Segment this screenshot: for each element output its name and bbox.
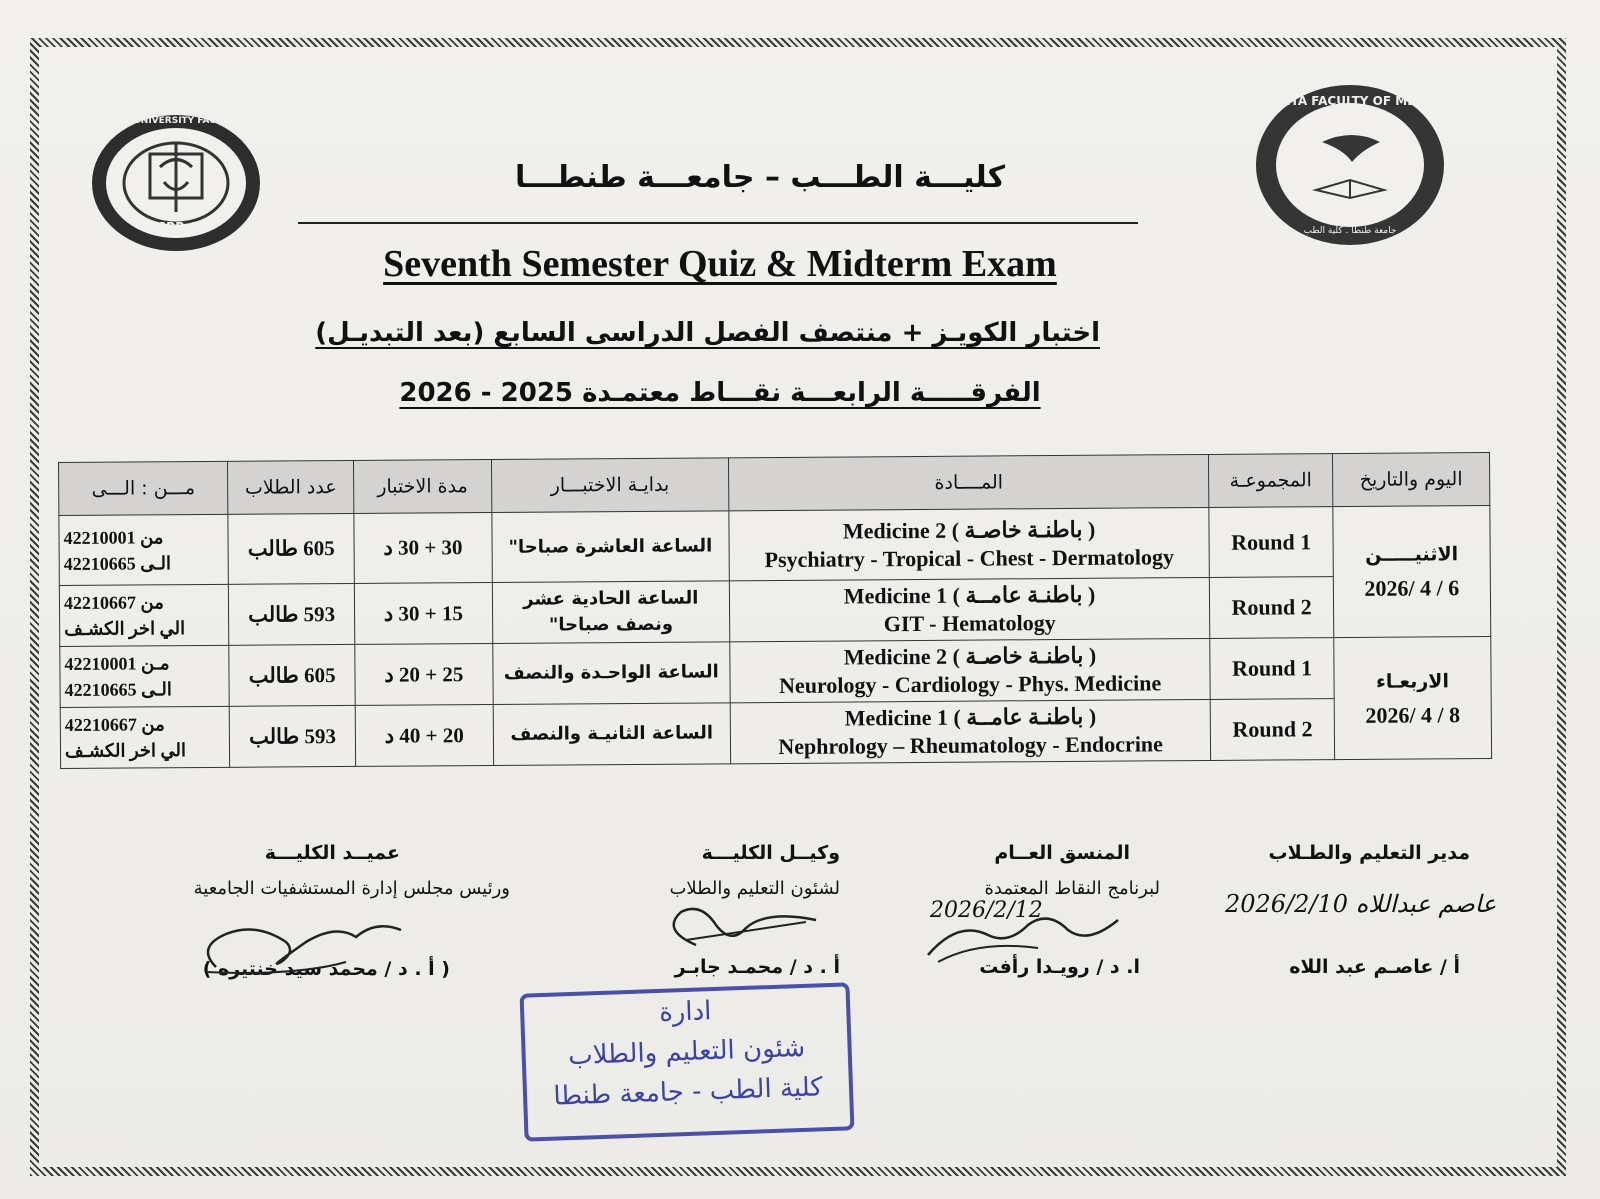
header-group: المجموعـة	[1209, 454, 1333, 508]
signatory-3-title: وكيــل الكليـــة	[701, 842, 840, 864]
group-cell: Round 1	[1210, 638, 1334, 700]
start-time-cell	[493, 642, 731, 705]
header-duration: مدة الاختبار	[353, 459, 491, 513]
subject-topics: Nephrology – Rheumatology - Endocrine	[778, 731, 1163, 759]
left-university-seal	[88, 112, 310, 254]
exam-schedule-table	[58, 452, 1492, 769]
start-time-cell	[493, 703, 731, 766]
administration-stamp	[520, 982, 855, 1141]
subject-topics: Neurology - Cardiology - Phys. Medicine	[779, 670, 1162, 698]
signatory-1-handwritten: عاصم عبداللاه 2026/2/10	[1225, 890, 1497, 918]
signatory-3-subtitle: لشئون التعليم والطلاب	[669, 878, 840, 899]
group-cell: Round 2	[1210, 577, 1334, 639]
day-date-cell	[1334, 637, 1492, 760]
id-range-cell	[59, 514, 229, 585]
subject-module: Medicine 1 ( باطنـة عامــة )	[844, 703, 1097, 731]
left-seal-bottom-text: MSBP-CP	[145, 220, 207, 234]
student-count-cell: 593 طالب	[229, 705, 355, 767]
signatory-2-handwritten: 2026/2/12	[930, 898, 1043, 923]
faculty-title: كليـــة الطـــب – جامعـــة طنطـــا	[514, 160, 1006, 195]
signatory-1-title: مدير التعليم والطـلاب	[1268, 842, 1470, 864]
id-range-cell	[60, 706, 230, 768]
stamp-line-2: شئون التعليم والطلاب	[567, 1032, 806, 1072]
signatory-3-name: أ . د / محمـد جابـر	[674, 956, 840, 978]
exam-subtitle: اختبار الكويـز + منتصف الفصل الدراسى السابع (بعد التبديـل)	[315, 318, 1100, 348]
header-student-count: عدد الطلاب	[228, 460, 354, 514]
right-seal-bottom-text: جامعة طنطا . كلية الطب	[1303, 226, 1397, 236]
subject-topics: Psychiatry - Tropical - Chest - Dermatology	[764, 543, 1175, 572]
day-name: الاربعـاء	[1376, 669, 1449, 693]
subject-cell	[729, 577, 1210, 641]
table-row	[59, 576, 1490, 647]
header-subject: المــــادة	[728, 454, 1209, 510]
student-count-cell: 605 طالب	[229, 644, 355, 706]
id-range-to: الـى 42210665	[63, 552, 172, 574]
exam-date: 2026/ 4 / 6	[1364, 575, 1460, 601]
start-time-cell	[492, 581, 730, 644]
signatory-4-subtitle: ورئيس مجلس إدارة المستشفيات الجامعية	[193, 878, 510, 899]
header-id-range: مـــن : الـــى	[59, 461, 229, 515]
id-range-to: الي اخر الكشـف	[64, 618, 186, 639]
table-row	[60, 698, 1491, 769]
header-start-time: بدايـة الاختبـــار	[491, 458, 729, 513]
start-time-line1: الساعة الحادية عشر	[523, 587, 699, 610]
signatory-4-name: ( أ . د / محمد سيد خنتيره )	[202, 958, 450, 980]
id-range-to: الي اخر الكشـف	[64, 740, 187, 761]
stamp-line-1: ادارة	[658, 996, 712, 1028]
day-date-cell	[1333, 506, 1491, 638]
academic-year-line: الفرقـــــة الرابعـــة نقـــاط معتمـدة 2025 - 2026	[399, 378, 1041, 408]
id-range-cell	[59, 584, 229, 646]
table-row	[60, 637, 1491, 708]
exam-date: 2026/ 4 / 8	[1365, 701, 1461, 728]
id-range-to: الـى 42210665	[64, 679, 172, 700]
start-time-line1: الساعة العاشرة صباحا"	[508, 534, 713, 558]
subject-cell	[729, 507, 1210, 580]
signature-4-scribble	[196, 912, 426, 982]
right-faculty-seal	[1252, 80, 1462, 250]
student-count-cell: 605 طالب	[228, 513, 354, 584]
right-seal-ring-text: TANTA FACULTY OF MEDICINE	[1264, 94, 1462, 108]
header-day-date: اليوم والتاريخ	[1332, 453, 1489, 507]
signature-2-scribble	[918, 900, 1138, 970]
duration-cell: 30 + 30 د	[354, 512, 492, 583]
start-time-line2: ونصف صباحا"	[548, 613, 674, 636]
table-row	[59, 506, 1490, 586]
day-name: الاثنيـــــن	[1365, 543, 1459, 566]
start-time-line1: الساعة الثانيـة والنصف	[510, 722, 714, 745]
stamp-line-3: كلية الطب - جامعة طنطا	[552, 1072, 824, 1112]
subject-module: Medicine 2 ( باطنـة خاصـة )	[842, 516, 1096, 544]
signatory-1-name: أ / عاصـم عبد اللاه	[1289, 956, 1460, 978]
title-divider	[298, 222, 1138, 224]
id-range-cell	[60, 645, 230, 707]
subject-topics: GIT - Hematology	[883, 610, 1056, 637]
id-range-from: مـن 42210001	[64, 653, 170, 674]
subject-module: Medicine 1 ( باطنـة عامــة )	[843, 581, 1096, 609]
student-count-cell: 593 طالب	[229, 583, 355, 645]
subject-cell	[730, 699, 1211, 763]
duration-cell: 25 + 20 د	[355, 643, 493, 705]
duration-cell: 20 + 40 د	[355, 704, 493, 766]
signatory-2-title: المنسق العــام	[994, 842, 1130, 864]
signatory-2-subtitle: لبرنامج النقاط المعتمدة	[984, 878, 1160, 899]
start-time-line1: الساعة الواحـدة والنصف	[503, 661, 719, 684]
subject-cell	[730, 638, 1211, 702]
exam-title: Seventh Semester Quiz & Midterm Exam	[383, 243, 1057, 285]
group-cell: Round 2	[1210, 699, 1334, 761]
subject-module: Medicine 2 ( باطنـة خاصـة )	[843, 642, 1097, 670]
signatory-4-title: عميــد الكليـــة	[264, 842, 400, 864]
signatory-2-name: ا. د / رويـدا رأفت	[979, 956, 1140, 978]
duration-cell: 15 + 30 د	[354, 582, 492, 644]
signature-3-scribble	[656, 900, 826, 960]
id-range-from: من 42210667	[63, 592, 164, 613]
id-range-from: من 42210667	[64, 714, 165, 735]
id-range-from: من 42210001	[63, 526, 164, 548]
group-cell: Round 1	[1209, 507, 1333, 578]
start-time-cell	[492, 511, 730, 583]
left-seal-ring-text: TANTA UNIVERSITY FACULTY OF MEDICINE	[98, 116, 310, 126]
